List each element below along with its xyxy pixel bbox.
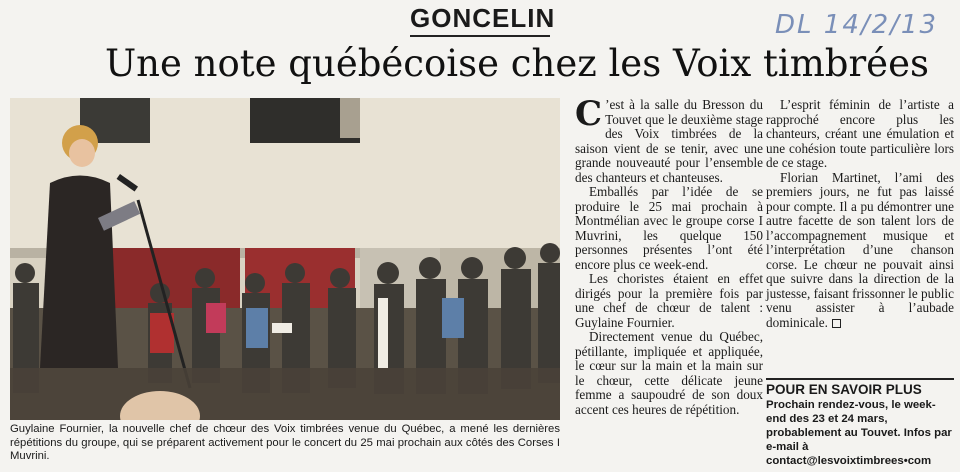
paragraph: Les choristes étaient en effet dirigés pour la première fois par une chef de chœur de talent : Guylaine Fournier. [575,271,763,330]
paragraph: L’esprit féminin de l’artiste a rapproché encore plus les chanteurs, créant une émulation et une cohésion toute particulière lors de ce stage. [766,97,954,170]
info-box-text: Prochain rendez-vous, le week-end des 23 et 24 mars, probablement au Touvet. Infos par e-mail à contact@lesvoixtimbrees•com [766,399,952,467]
paragraph: Emballés par l’idée de se produire le 25 mai prochain à Montmélian avec le groupe corse I Muvrini, les quelque 150 personnes présentes l’ont été encore plus ce week-end. [575,184,763,272]
choir-photo [10,98,560,420]
paragraph: Florian Martinet, l’ami des premiers jours, ne fut pas laissé pour compte. Il a pu démontrer une autre facette de son talent lors de l’accompagnement musique et l’interprétation d’une chanson corse. Le chœur ne pouvait ainsi que suivre dans la direction de la justesse, faisant frissonner le public venu assister à l’aubade dominicale. [766,169,954,330]
end-of-article-icon [832,319,841,328]
article-column-1 [575,94,763,417]
handwritten-date-note: DL 14/2/13 [775,10,938,40]
choir-photo-illustration [10,98,560,420]
info-box-title: POUR EN SAVOIR PLUS [766,378,954,397]
photo-caption: Guylaine Fournier, la nouvelle chef de chœur des Voix timbrées venue du Québec, a mené les dernières répétitions du groupe, qui se préparent activement pour le concert du 25 mai prochain aux côtés des Corses I Muvrini. [10,423,560,462]
article-column-2 [766,98,954,330]
paragraph: Directement venue du Québec, pétillante, impliquée et appliquée, le cœur sur la main et la main sur le chœur, cette délicate jeune femme a saupoudré de son doux accent ces heures de répétition. [575,329,763,417]
drop-cap: C [575,94,603,134]
paragraph: C ’est à la salle du Bresson du Touvet que le deuxième stage des Voix timbrées de la saison vient de se tenir, avec une grande nouveauté pour l’ensemble des chanteurs et chanteuses. [575,94,763,185]
headline: Une note québécoise chez les Voix timbrées [105,42,929,85]
section-kicker: GONCELIN [410,3,550,37]
